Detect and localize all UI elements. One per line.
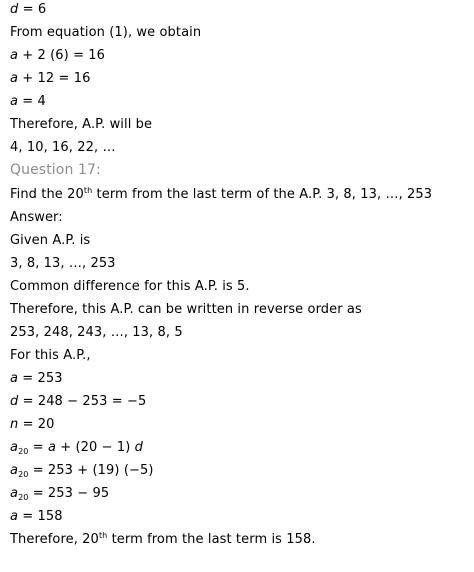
question-heading: Question 17: (10, 162, 101, 178)
conclusion-text-part: term from the last term is 158. (107, 532, 316, 547)
conclusion-text-part: Therefore, 20 (10, 532, 99, 547)
subscript: 20 (18, 447, 29, 456)
variable: a (10, 509, 19, 524)
variable: a (10, 71, 19, 86)
variable: a (47, 440, 57, 455)
equation-text: + (20 − 1) (56, 440, 135, 455)
equation-line (10, 417, 55, 433)
variable: a (10, 486, 19, 501)
text-line: Given A.P. is (10, 233, 91, 248)
subscript: 20 (18, 493, 29, 502)
equation-line (10, 371, 63, 387)
equation-text: = (28, 440, 48, 455)
equation-text: + 12 = 16 (18, 71, 91, 86)
equation-text: = 253 (18, 371, 63, 386)
equation-line (10, 48, 105, 64)
variable: d (10, 2, 19, 17)
text-line: Therefore, A.P. will be (10, 117, 153, 132)
text-line: 3, 8, 13, …, 253 (10, 256, 116, 271)
equation-line (10, 94, 46, 110)
variable: a (10, 371, 19, 386)
superscript: th (98, 531, 108, 540)
text-line: Common difference for this A.P. is 5. (10, 279, 250, 294)
question-text (10, 187, 432, 203)
equation-line (10, 440, 143, 456)
equation-text: = 158 (18, 509, 63, 524)
superscript: th (83, 186, 93, 195)
variable: a (10, 463, 19, 478)
equation-text: = 20 (18, 417, 55, 432)
variable: n (10, 417, 19, 432)
subscript: 20 (18, 470, 29, 479)
answer-label: Answer: (10, 210, 63, 225)
conclusion-line (10, 532, 316, 548)
equation-line (10, 394, 146, 410)
equation-text: = 253 + (19) (−5) (28, 463, 154, 478)
equation-line (10, 486, 109, 502)
question-text-part: Find the 20 (10, 187, 84, 202)
variable: d (10, 394, 19, 409)
equation-text: = 6 (18, 2, 47, 17)
text-line: Therefore, this A.P. can be written in reverse order as (10, 302, 362, 317)
text-line: 253, 248, 243, …, 13, 8, 5 (10, 325, 183, 340)
equation-line (10, 463, 154, 479)
variable: a (10, 440, 19, 455)
variable: d (134, 440, 143, 455)
equation-line (10, 71, 90, 87)
variable: a (10, 48, 19, 63)
equation-text: + 2 (6) = 16 (18, 48, 106, 63)
text-line: 4, 10, 16, 22, … (10, 140, 116, 155)
text-line: From equation (1), we obtain (10, 25, 202, 40)
question-text-part: term from the last term of the A.P. 3, 8, 13, …, 253 (92, 187, 433, 202)
text-line: For this A.P., (10, 348, 91, 363)
equation-line-d (10, 2, 46, 18)
equation-text: = 4 (18, 94, 46, 109)
equation-text: = 248 − 253 = −5 (18, 394, 147, 409)
equation-text: = 253 − 95 (28, 486, 110, 501)
equation-line (10, 509, 63, 525)
variable: a (10, 94, 19, 109)
